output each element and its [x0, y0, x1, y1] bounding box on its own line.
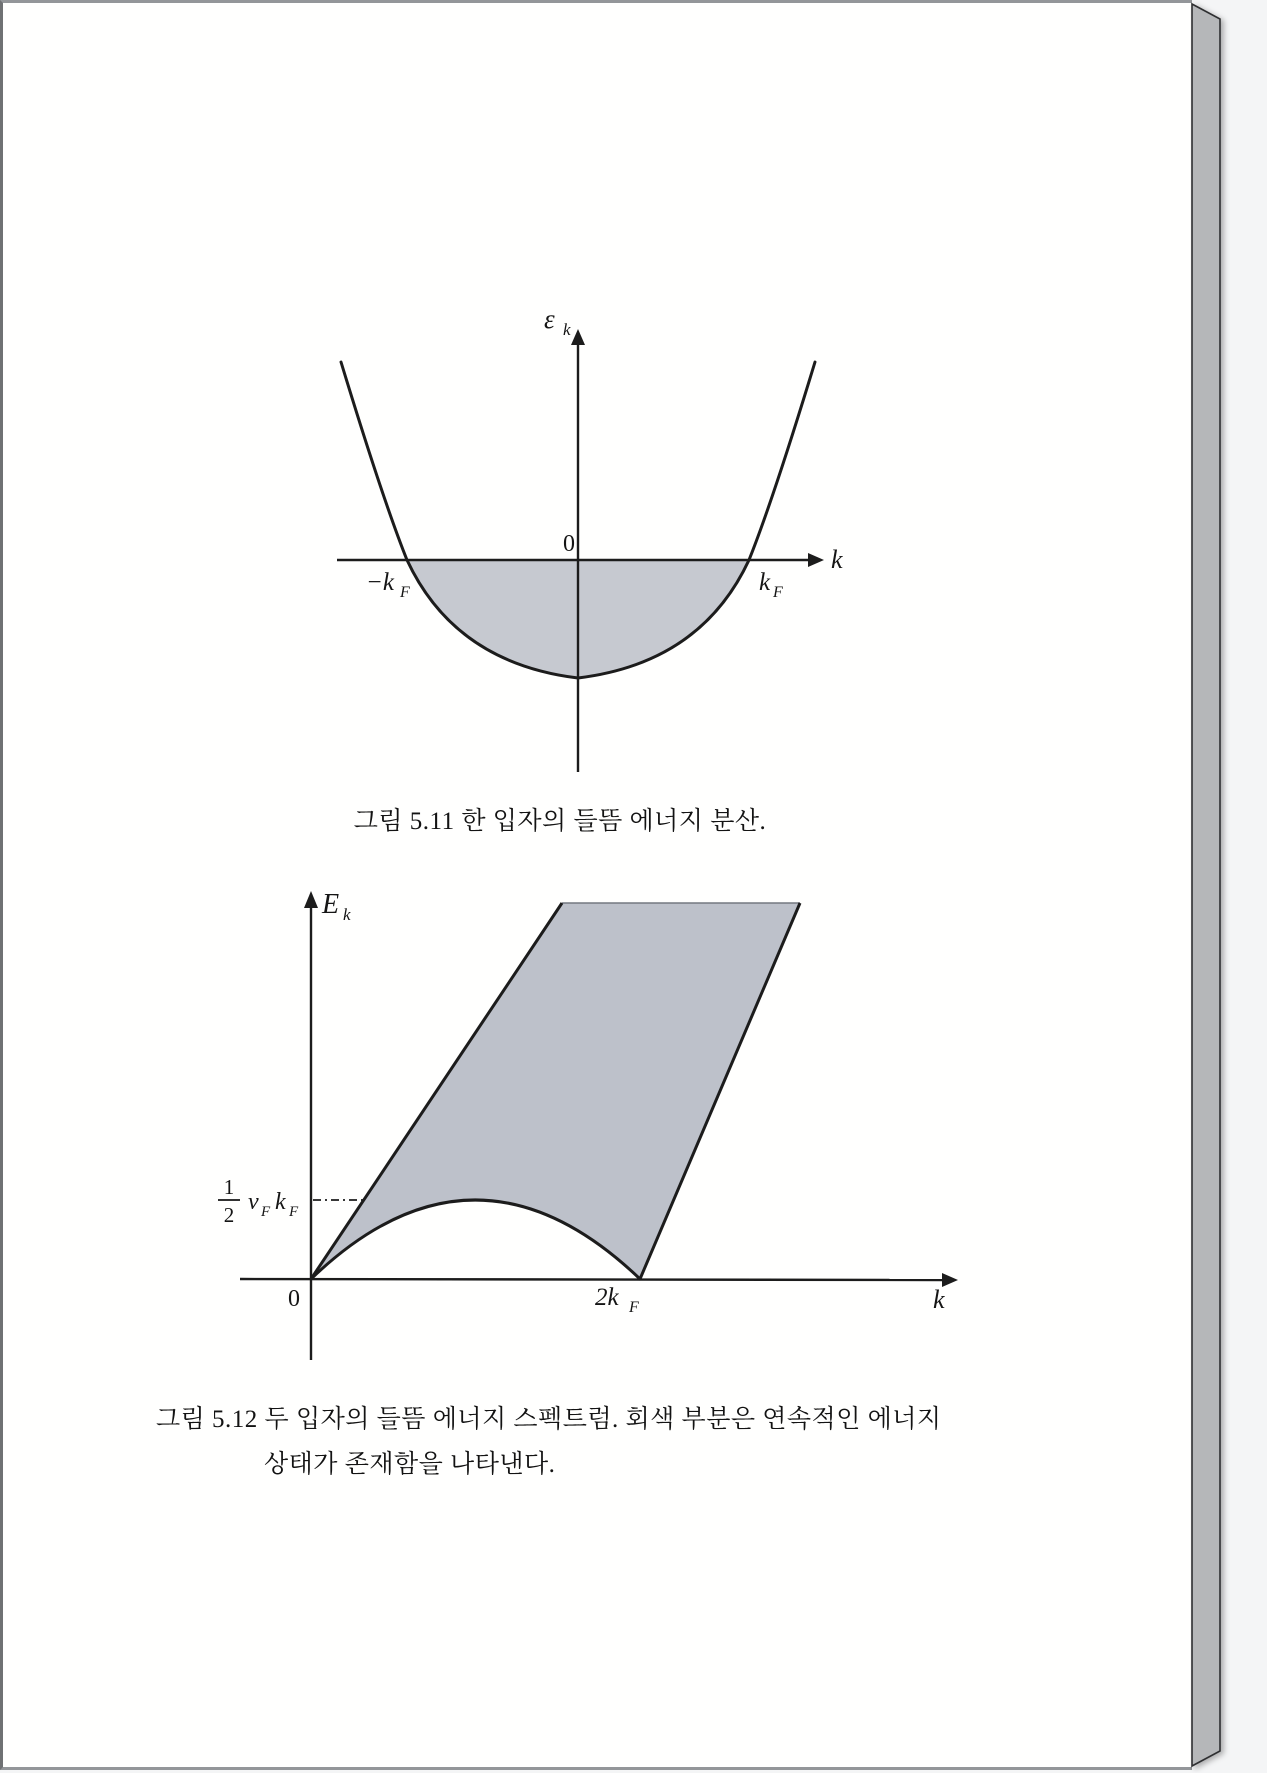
fig2-origin-label: 0: [288, 1286, 300, 1312]
fig1-neg-kf-sub: F: [400, 584, 410, 601]
fig1-xlabel-k: k: [831, 545, 843, 574]
fig2-x-axis: [240, 1279, 946, 1280]
fig2-2kf-sub: F: [629, 1299, 639, 1316]
fig2-half-vfkf-label: [218, 1175, 299, 1227]
fig1-ylabel-sub-k: k: [563, 320, 571, 339]
figure-5-11-caption: 그림 5.11 한 입자의 들뜸 에너지 분산.: [353, 808, 767, 835]
fig1-y-axis-arrow-icon: [571, 329, 585, 345]
figure-5-12-caption-line2: 상태가 존재함을 나타낸다.: [264, 1451, 556, 1478]
fig1-x-axis-arrow-icon: [808, 553, 824, 567]
fig2-2kf-label: 2k: [595, 1284, 619, 1311]
fig2-ylabel-sub-k: k: [343, 905, 351, 924]
fig2-y-axis-arrow-icon: [304, 891, 318, 908]
fig2-kf2-sub: F: [289, 1204, 299, 1220]
figure-5-11-plot: [337, 304, 843, 772]
fig1-origin-label: 0: [563, 531, 575, 557]
fig1-kf-sub: F: [773, 584, 783, 601]
fig2-vf-label: v: [248, 1189, 259, 1215]
fig1-kf-label: k: [759, 569, 771, 596]
fig2-vf-sub: F: [261, 1204, 271, 1220]
figure-5-12-plot: [218, 889, 958, 1360]
fig2-kf2-label: k: [275, 1189, 286, 1215]
fig1-ylabel-epsilon: ε: [544, 304, 555, 334]
fig2-ylabel-E: E: [322, 889, 340, 920]
fig1-neg-kf-label: −k: [366, 569, 394, 596]
fig2-frac-numerator: 1: [223, 1175, 235, 1199]
fig2-frac-denominator: 2: [223, 1203, 235, 1227]
fig2-xlabel-k: k: [933, 1285, 945, 1314]
unused: [407, 530, 761, 560]
figure-5-12-caption-line1: 그림 5.12 두 입자의 들뜸 에너지 스펙트럼. 회색 부분은 연속적인 에너지: [156, 1406, 942, 1433]
